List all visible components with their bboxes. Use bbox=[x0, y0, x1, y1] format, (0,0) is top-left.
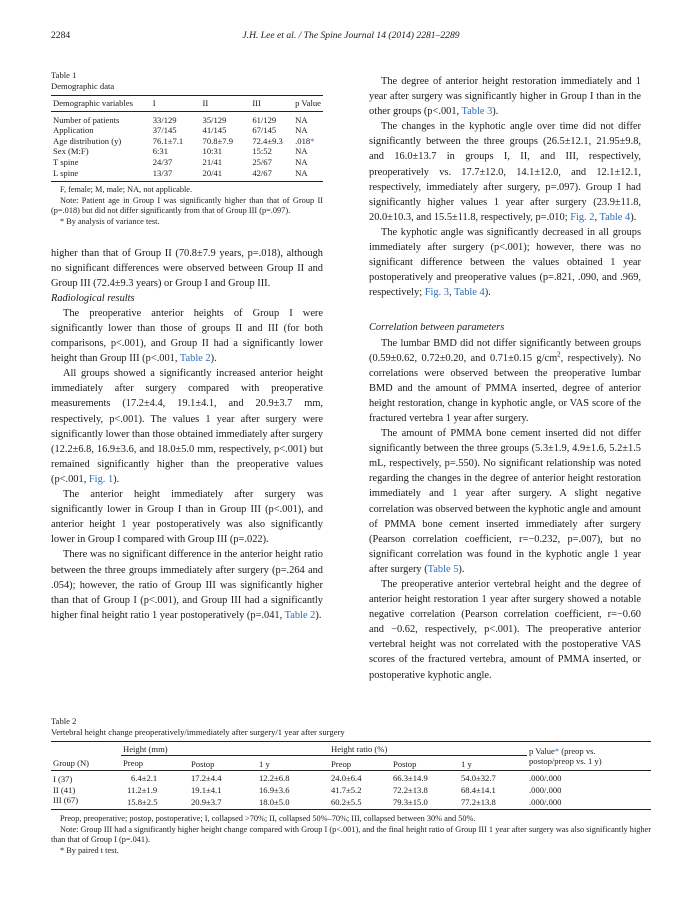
table2-footnote: * By paired t test. bbox=[60, 845, 119, 855]
paragraph-text: , respectively). No correlations were observed between the preoperative lumbar BMD and the amount of PMMA inserted, degree of anterior height restoration, change in kyphotic angle, or VAS score of the fractured vertebra 1 year after surgery. bbox=[369, 352, 641, 424]
paragraph-text: All groups showed a significantly increased anterior height immediately after surgery compared with preoperative measurements (17.2±4.4, 19.1±4.1, and 20.9±3.7 mm, respectively, p<.001). The values 1 year after surgery were significantly lower than those obtained immediately after surgery (12.2±6.8, 16.9±3.6, and 18.0±5.0 mm, respectively, p<.001) but remained significantly higher than the preoperative values (p<.001, bbox=[51, 368, 323, 485]
table-cell: 54.0±32.7 bbox=[461, 772, 496, 783]
table-row bbox=[51, 771, 651, 785]
table1 bbox=[51, 95, 323, 182]
table-cell: 42/67 bbox=[252, 167, 272, 178]
table1-footnote: Note: Patient age in Group I was significantly higher than that of Group II (p=.018) but did not differ significantly from that of Group III (p=.097). bbox=[51, 195, 323, 216]
table-row bbox=[51, 168, 323, 182]
table-cell: 37/145 bbox=[152, 125, 177, 136]
paragraph bbox=[369, 225, 641, 300]
right-column bbox=[369, 74, 641, 683]
paragraph-text: The lumbar BMD did not differ significantly between groups (0.59±0.62, 0.72±0.20, and 0.71±0.15 g/cm bbox=[369, 337, 641, 364]
paragraph-text: ). bbox=[492, 106, 499, 118]
table-cell: 76.1±7.1 bbox=[152, 135, 184, 146]
page-number: 2284 bbox=[51, 30, 71, 41]
table1-footnote: * By analysis of variance test. bbox=[60, 216, 160, 226]
table-cell: 11.2±1.9 bbox=[127, 784, 158, 795]
table2 bbox=[51, 741, 651, 810]
paragraph-text: The amount of PMMA bone cement inserted did not differ significantly between the three groups (5.3±1.9, 4.9±1.6, 5.2±1.5 mL, respectively, p=.550). No significant relationship was noted regarding the changes in the degree of anterior height restoration immediately and 1 year after surgery. A slight negative correlation was observed between the kyphotic angle and amount of PMMA bone cement inserted immediately after surgery (Pearson correlation coefficient, r=−0.232, p=.007), but no significant correlation was found in the kyphotic angle 1 year after surgery ( bbox=[369, 428, 641, 575]
table2-subheader: Postop bbox=[391, 755, 459, 771]
table-cell: T spine bbox=[53, 156, 79, 167]
table-cell: 21/41 bbox=[202, 156, 223, 167]
table1-col-header: Demographic variables bbox=[51, 96, 151, 112]
table2-block bbox=[51, 716, 651, 856]
table-cell: 18.0±5.0 bbox=[259, 796, 290, 807]
paragraph bbox=[369, 74, 641, 119]
table1-title: Demographic data bbox=[51, 81, 115, 91]
table2-label: Table 2 bbox=[51, 716, 77, 726]
table1-col-header: I bbox=[151, 96, 201, 112]
table-cell: 15.8±2.5 bbox=[127, 796, 158, 807]
table2-col-header: Height (mm) bbox=[121, 742, 323, 756]
table-cell: 20.9±3.7 bbox=[191, 796, 222, 807]
section-heading: Correlation between parameters bbox=[369, 322, 505, 334]
table-cell: 19.1±4.1 bbox=[191, 784, 222, 795]
table-cell: 66.3±14.9 bbox=[393, 772, 428, 783]
table-cell: 79.3±15.0 bbox=[393, 796, 428, 807]
table-cell: .000/.000 bbox=[529, 772, 562, 783]
paragraph-text: The kyphotic angle was significantly decreased in all groups immediately after surgery (p<.001); however, there was no significant difference between the values obtained 1 year postoperatively and preoperative values (p=.821, .090, and .969, respectively; bbox=[369, 226, 641, 299]
paragraph-text: ). bbox=[113, 473, 120, 485]
table-cell: Sex (M:F) bbox=[53, 146, 89, 157]
table-cell: NA bbox=[295, 146, 308, 157]
table-cell: 41/145 bbox=[202, 125, 227, 136]
table-cell: NA bbox=[295, 114, 308, 125]
table1-label: Table 1 bbox=[51, 70, 77, 80]
table-cell: 61/129 bbox=[252, 114, 277, 125]
table-row bbox=[51, 136, 323, 147]
table-cell: NA bbox=[295, 156, 308, 167]
table1-header-row bbox=[51, 96, 323, 112]
table-cell: L spine bbox=[53, 167, 79, 178]
table1-col-header: p Value bbox=[293, 96, 323, 112]
table-cell: II (41) bbox=[53, 784, 76, 795]
table2-caption bbox=[51, 716, 651, 738]
paragraph: The preoperative anterior vertebral height and the degree of anterior height restoration 1 year after surgery showed a notable negative correlation (Pearson correlation coefficient, r=−0.60 and −0.62, respectively, p<.001). The preoperative anterior vertebral height was not correlated with the postoperative VAS scores of the fractured vertebra, amount of PMMA inserted, or postoperative kyphotic angle. bbox=[369, 579, 641, 681]
table-cell: Number of patients bbox=[53, 114, 120, 125]
paragraph-text: The preoperative anterior heights of Group I were significantly lower than those of groups II and III (for both comparisons, p<.001), and Group II had a significantly lower height than Group III (p<.001, bbox=[51, 307, 323, 365]
paragraph-text: The changes in the kyphotic angle over time did not differ significantly between the three groups (26.5±12.1, 21.95±9.8, and 16.0±13.7 in groups I, II, and III, respectively, preoperatively vs. 17.7±12.0, 14.1±12.0, and 12.1±12.1, respectively, immediately after surgery, p=.097). Group I had significantly higher values 1 year after surgery (23.9±11.8, 20.0±10.3, and 15.5±11.8, respectively, p=.010; bbox=[369, 121, 641, 223]
table-cell: NA bbox=[295, 167, 308, 178]
table-cell: .000/.000 bbox=[529, 796, 562, 807]
table2-subheader: Postop bbox=[189, 755, 257, 771]
table-cell: 15:52 bbox=[252, 146, 272, 157]
paragraph: The anterior height immediately after surgery was significantly lower in Group I than in Group III (p<.001), and anterior height 1 year postoperatively was also significantly lower in Group I compared with Group III (p=.022). bbox=[51, 489, 323, 546]
paragraph bbox=[369, 426, 641, 577]
table1-col-header: II bbox=[201, 96, 251, 112]
paragraph bbox=[369, 336, 641, 427]
paragraph-text: ). bbox=[484, 287, 491, 299]
table-row bbox=[51, 125, 323, 136]
table1-caption bbox=[51, 70, 323, 92]
paragraph bbox=[51, 306, 323, 366]
table-row bbox=[51, 785, 651, 796]
table1-col-header: III bbox=[250, 96, 293, 112]
table-row bbox=[51, 111, 323, 125]
table-cell: 72.2±13.8 bbox=[393, 784, 428, 795]
table-cell: 12.2±6.8 bbox=[259, 772, 290, 783]
table-cell: 6.4±2.1 bbox=[131, 772, 158, 783]
table-row bbox=[51, 795, 651, 809]
table-cell: 41.7±5.2 bbox=[331, 784, 362, 795]
table-row bbox=[51, 146, 323, 157]
table-cell: 67/145 bbox=[252, 125, 277, 136]
header-text: p Value bbox=[529, 745, 555, 756]
table-cell: 35/129 bbox=[202, 114, 227, 125]
paragraph-text: , bbox=[448, 287, 454, 299]
left-column bbox=[51, 70, 323, 623]
table-cell: III (67) bbox=[53, 795, 79, 806]
table-cell: 70.8±7.9 bbox=[202, 135, 234, 146]
table-cell: I (37) bbox=[53, 774, 73, 785]
table-cell: 10:31 bbox=[202, 146, 223, 157]
table2-footnotes bbox=[51, 814, 651, 856]
paragraph-text: The degree of anterior height restoration immediately and 1 year after surgery was significantly higher in Group I than in the other groups (p<.001, bbox=[369, 76, 641, 118]
footnote-link[interactable]: * bbox=[310, 135, 315, 146]
table-cell: 33/129 bbox=[152, 114, 177, 125]
table-link[interactable]: Table 2 bbox=[179, 353, 211, 365]
table-cell: NA bbox=[295, 125, 308, 136]
table2-subheader: Preop bbox=[121, 755, 189, 771]
paragraph-text: ). bbox=[210, 353, 217, 365]
table-cell: 72.4±9.3 bbox=[252, 135, 283, 146]
table-cell: 68.4±14.1 bbox=[461, 784, 496, 795]
table2-subheader: 1 y bbox=[459, 755, 527, 771]
paragraph-text: ). bbox=[315, 609, 322, 621]
paragraph bbox=[51, 366, 323, 487]
paragraph bbox=[369, 119, 641, 225]
table2-title: Vertebral height change preoperatively/immediately after surgery/1 year after surgery bbox=[51, 727, 345, 737]
table-link[interactable]: Table 3 bbox=[461, 106, 493, 118]
table-cell: Application bbox=[53, 125, 94, 136]
table-cell: 17.2±4.4 bbox=[191, 772, 222, 783]
table2-footnote: Preop, preoperative; postop, postoperative; I, collapsed >70%; II, collapsed 50%–70%; III, collapsed between 30% and 50%. bbox=[60, 813, 476, 823]
table-cell: 6:31 bbox=[152, 146, 168, 157]
footnote-link[interactable]: * bbox=[554, 745, 560, 756]
table-cell: 20/41 bbox=[202, 167, 223, 178]
table-cell bbox=[293, 136, 323, 147]
paragraph-text: There was no significant difference in the anterior height ratio between the three groups immediately after surgery (p=.264 and .054); however, the ratio of Group III was significantly higher than that of Group I (p<.001), and Group III had a significantly higher final height ratio 1 year postoperatively (p=.041, bbox=[51, 549, 323, 621]
table-link[interactable]: Table 4 bbox=[453, 287, 485, 299]
paragraph-text: ). bbox=[630, 211, 637, 223]
header-text: postop/preop vs. 1 y) bbox=[529, 756, 602, 767]
paragraph-text: , bbox=[594, 211, 600, 223]
table1-footnotes bbox=[51, 185, 323, 227]
table2-col-header: Group (N) bbox=[51, 742, 121, 771]
p-value: .018 bbox=[295, 135, 311, 146]
table-cell: 16.9±3.6 bbox=[259, 784, 290, 795]
table-cell: 24.0±6.4 bbox=[331, 772, 362, 783]
table-cell: 77.2±13.8 bbox=[461, 796, 496, 807]
table-cell: .000/.000 bbox=[529, 784, 562, 795]
journal-citation: J.H. Lee et al. / The Spine Journal 14 (2014) 2281–2289 bbox=[242, 30, 460, 41]
table-row bbox=[51, 157, 323, 168]
paragraph-text: ). bbox=[458, 563, 465, 575]
figure-link[interactable]: Fig. 2 bbox=[570, 211, 595, 223]
figure-link[interactable]: Fig. 1 bbox=[88, 473, 114, 485]
table-cell: 24/37 bbox=[152, 156, 173, 167]
table-cell: 13/37 bbox=[152, 167, 173, 178]
table2-footnote: Note: Group III had a significantly higher height change compared with Group I (p<.001), and the final height ratio of Group III 1 year after surgery was also significantly higher than that of Group I (p=.041). bbox=[51, 824, 651, 845]
table2-subheader: Preop bbox=[323, 755, 391, 771]
figure-link[interactable]: Fig. 3 bbox=[424, 287, 449, 299]
section-heading: Radiological results bbox=[51, 292, 135, 304]
table2-subheader: 1 y bbox=[257, 755, 323, 771]
table1-footnote: F, female; M, male; NA, not applicable. bbox=[60, 185, 193, 195]
table-link[interactable]: Table 2 bbox=[284, 609, 316, 621]
header-text: (preop vs. bbox=[559, 745, 596, 756]
table-cell: 60.2±5.5 bbox=[331, 796, 362, 807]
table-link[interactable]: Table 4 bbox=[599, 211, 631, 223]
table-cell: 25/67 bbox=[252, 156, 272, 167]
superscript: 2 bbox=[557, 350, 561, 359]
running-header bbox=[51, 30, 651, 44]
table-link[interactable]: Table 5 bbox=[427, 563, 459, 575]
table-cell: Age distribution (y) bbox=[53, 135, 122, 146]
table2-col-header: Height ratio (%) bbox=[323, 742, 527, 756]
table2-col-header bbox=[527, 742, 651, 771]
paragraph bbox=[51, 547, 323, 622]
paragraph: higher than that of Group II (70.8±7.9 years, p=.018), although no significant differences were observed between Group II and Group III (72.4±9.3 years) or Group I and Group III. bbox=[51, 247, 323, 289]
table2-header-row bbox=[51, 742, 651, 756]
